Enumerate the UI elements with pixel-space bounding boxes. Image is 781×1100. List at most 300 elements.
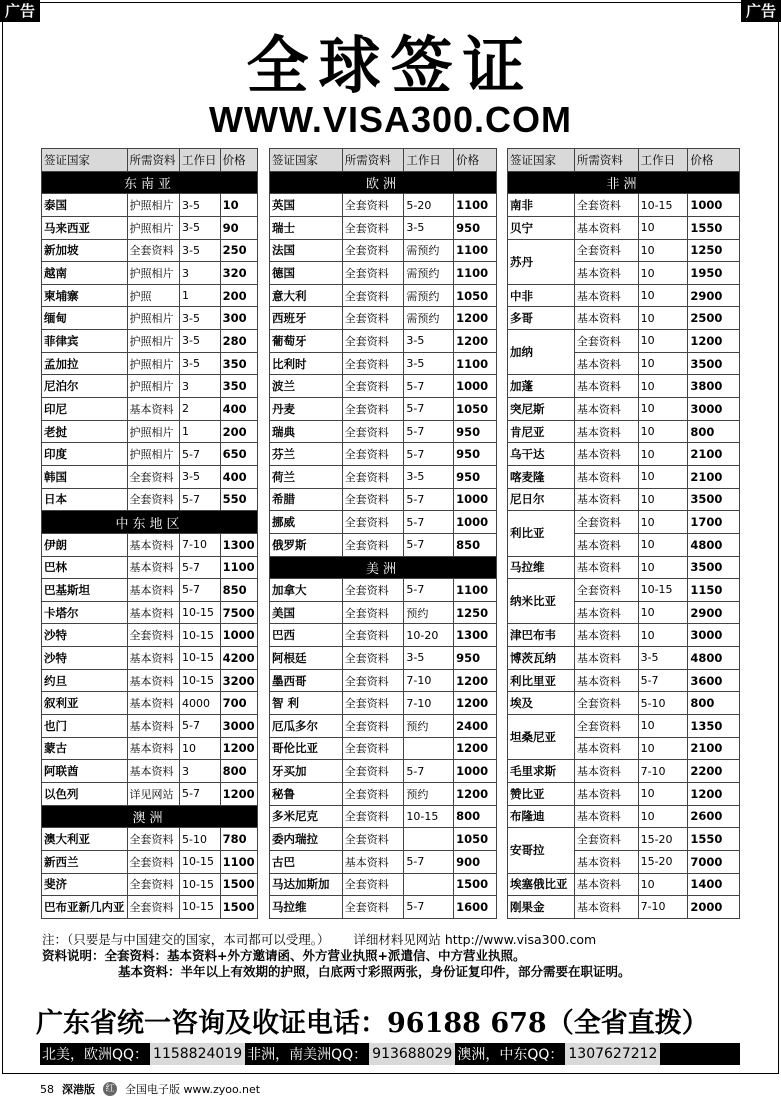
- region-title: 澳洲: [42, 805, 258, 828]
- workdays-cell: 3-5: [404, 330, 454, 353]
- materials-cell: 基本资料: [574, 873, 638, 896]
- materials-cell: 基本资料: [574, 624, 638, 647]
- country-cell: 俄罗斯: [270, 533, 343, 556]
- country-cell: 古巴: [270, 850, 343, 873]
- workdays-cell: 5-7: [180, 715, 221, 738]
- price-cell: 320: [220, 262, 257, 285]
- qq-bar: [40, 1043, 740, 1065]
- table-row: [508, 624, 740, 647]
- materials-cell: 全套资料: [342, 828, 404, 851]
- table-row: [270, 398, 497, 421]
- workdays-cell: 10-15: [638, 194, 688, 217]
- workdays-cell: 预约: [404, 715, 454, 738]
- price-cell: 950: [454, 420, 497, 443]
- workdays-cell: 10: [638, 737, 688, 760]
- qq-label-2: 非洲，南美洲QQ：: [247, 1047, 368, 1063]
- workdays-cell: 5-7: [404, 896, 454, 919]
- materials-cell: 基本资料: [574, 262, 638, 285]
- note-text: （只要是与中国建交的国家，本司都可以受理。）: [67, 932, 330, 947]
- price-cell: 3200: [220, 669, 257, 692]
- country-cell: 德国: [270, 262, 343, 285]
- region-header: [42, 171, 258, 194]
- table-row: [42, 579, 258, 602]
- column-header: 签证国家: [42, 149, 128, 172]
- country-cell: 孟加拉: [42, 352, 128, 375]
- materials-cell: 详见网站: [127, 782, 180, 805]
- workdays-cell: 1: [180, 420, 221, 443]
- materials-cell: 全套资料: [342, 398, 404, 421]
- workdays-cell: 需预约: [404, 284, 454, 307]
- materials-cell: 护照相片: [127, 352, 180, 375]
- price-cell: 850: [454, 533, 497, 556]
- table-header-row: [508, 149, 740, 172]
- price-cell: 1500: [220, 896, 257, 919]
- materials-cell: 基本资料: [574, 488, 638, 511]
- workdays-cell: 5-7: [404, 850, 454, 873]
- materials-cell: 护照相片: [127, 262, 180, 285]
- workdays-cell: 3-5: [638, 647, 688, 670]
- workdays-cell: 3-5: [404, 216, 454, 239]
- workdays-cell: 7-10: [404, 669, 454, 692]
- price-cell: 800: [688, 692, 740, 715]
- region-title: 美洲: [270, 556, 497, 579]
- materials-cell: 全套资料: [127, 850, 180, 873]
- site-url[interactable]: WWW.VISA300.COM: [208, 99, 573, 140]
- footer: [40, 1081, 260, 1097]
- materials-cell: 全套资料: [342, 488, 404, 511]
- workdays-cell: 5-7: [180, 556, 221, 579]
- country-cell: 尼泊尔: [42, 375, 128, 398]
- country-cell: 泰国: [42, 194, 128, 217]
- price-cell: 1050: [454, 398, 497, 421]
- workdays-cell: 5-7: [638, 669, 688, 692]
- visa-table-asia: [41, 148, 258, 919]
- country-cell: 波兰: [270, 375, 343, 398]
- materials-cell: 基本资料: [127, 533, 180, 556]
- price-cell: 1600: [454, 896, 497, 919]
- workdays-cell: 10: [638, 556, 688, 579]
- country-cell: 柬埔寨: [42, 284, 128, 307]
- column-header: 所需资料: [127, 149, 180, 172]
- country-cell: 利比亚: [508, 511, 575, 556]
- materials-cell: 全套资料: [342, 262, 404, 285]
- materials-cell: 基本资料: [574, 737, 638, 760]
- price-cell: 350: [220, 352, 257, 375]
- info-label: 资料说明：: [42, 948, 105, 963]
- price-cell: 1200: [454, 307, 497, 330]
- note-label: 注：: [42, 932, 68, 947]
- materials-cell: 基本资料: [574, 420, 638, 443]
- materials-cell: 全套资料: [342, 805, 404, 828]
- table-row: [270, 692, 497, 715]
- table-row: [508, 692, 740, 715]
- table-row: [508, 239, 740, 262]
- country-cell: 博茨瓦纳: [508, 647, 575, 670]
- price-cell: 1000: [454, 760, 497, 783]
- price-cell: 2100: [688, 465, 740, 488]
- table-row: [508, 579, 740, 602]
- table-row: [42, 420, 258, 443]
- workdays-cell: 10: [638, 443, 688, 466]
- table-row: [508, 375, 740, 398]
- materials-cell: 全套资料: [574, 579, 638, 602]
- workdays-cell: 3-5: [180, 239, 221, 262]
- materials-cell: 基本资料: [127, 579, 180, 602]
- country-cell: 越南: [42, 262, 128, 285]
- table-row: [270, 465, 497, 488]
- price-cell: 2500: [688, 307, 740, 330]
- qq-number-2[interactable]: 913688029: [369, 1043, 455, 1065]
- table-row: [42, 262, 258, 285]
- table-row: [270, 533, 497, 556]
- table-row: [270, 601, 497, 624]
- country-cell: 喀麦隆: [508, 465, 575, 488]
- table-row: [42, 533, 258, 556]
- price-cell: 2600: [688, 805, 740, 828]
- workdays-cell: 3-5: [180, 216, 221, 239]
- materials-cell: 基本资料: [574, 375, 638, 398]
- country-cell: 荷兰: [270, 465, 343, 488]
- materials-cell: 基本资料: [574, 443, 638, 466]
- price-cell: 3800: [688, 375, 740, 398]
- table-row: [270, 760, 497, 783]
- country-cell: 沙特: [42, 624, 128, 647]
- country-cell: 津巴布韦: [508, 624, 575, 647]
- country-cell: 比利时: [270, 352, 343, 375]
- country-cell: 卡塔尔: [42, 601, 128, 624]
- table-header-row: [42, 149, 258, 172]
- country-cell: 也门: [42, 715, 128, 738]
- country-cell: 南非: [508, 194, 575, 217]
- column-header: 工作日: [638, 149, 688, 172]
- workdays-cell: 3-5: [180, 465, 221, 488]
- price-cell: 3000: [688, 624, 740, 647]
- hotline: 广东省统一咨询及收证电话：96188 678（全省直拨）: [36, 1008, 709, 1039]
- materials-cell: 全套资料: [342, 465, 404, 488]
- materials-cell: 全套资料: [342, 579, 404, 602]
- materials-cell: 基本资料: [127, 601, 180, 624]
- materials-cell: 基本资料: [574, 398, 638, 421]
- workdays-cell: 10: [638, 284, 688, 307]
- table-row: [508, 284, 740, 307]
- column-header: 所需资料: [574, 149, 638, 172]
- workdays-cell: 4000: [180, 692, 221, 715]
- table-row: [270, 782, 497, 805]
- materials-cell: 全套资料: [574, 511, 638, 534]
- table-row: [508, 896, 740, 919]
- price-cell: 800: [454, 805, 497, 828]
- materials-cell: 全套资料: [342, 896, 404, 919]
- column-header: 工作日: [180, 149, 221, 172]
- ad-label-left: 广告: [0, 0, 40, 22]
- materials-cell: 全套资料: [342, 216, 404, 239]
- materials-cell: 全套资料: [574, 828, 638, 851]
- price-cell: 7000: [688, 850, 740, 873]
- workdays-cell: 5-7: [404, 760, 454, 783]
- price-cell: 1200: [454, 737, 497, 760]
- price-cell: 3500: [688, 352, 740, 375]
- table-row: [270, 896, 497, 919]
- region-title: 东南亚: [42, 171, 258, 194]
- price-cell: 1200: [454, 782, 497, 805]
- basic-set-text: 基本资料：半年以上有效期的护照，白底两寸彩照两张，身份证复印件，部分需要在职证明。: [118, 964, 631, 979]
- country-cell: 突尼斯: [508, 398, 575, 421]
- qq-number-3[interactable]: 1307627212: [565, 1043, 660, 1065]
- table-row: [508, 443, 740, 466]
- price-cell: 800: [688, 420, 740, 443]
- price-cell: 1100: [454, 579, 497, 602]
- country-cell: 多米尼克: [270, 805, 343, 828]
- workdays-cell: 5-7: [404, 443, 454, 466]
- table-row: [508, 511, 740, 534]
- country-cell: 中非: [508, 284, 575, 307]
- materials-cell: 全套资料: [574, 715, 638, 738]
- table-row: [508, 216, 740, 239]
- country-cell: 利比里亚: [508, 669, 575, 692]
- materials-cell: 护照相片: [127, 216, 180, 239]
- workdays-cell: 预约: [404, 601, 454, 624]
- qq-label-3: 澳洲，中东QQ：: [457, 1047, 564, 1063]
- materials-cell: 全套资料: [342, 239, 404, 262]
- materials-cell: 基本资料: [127, 669, 180, 692]
- table-row: [42, 896, 258, 919]
- materials-cell: 基本资料: [127, 737, 180, 760]
- country-cell: 叙利亚: [42, 692, 128, 715]
- price-cell: 1050: [454, 828, 497, 851]
- materials-cell: 全套资料: [342, 669, 404, 692]
- materials-cell: 基本资料: [574, 465, 638, 488]
- materials-cell: 护照相片: [127, 375, 180, 398]
- materials-cell: 基本资料: [127, 647, 180, 670]
- materials-cell: 基本资料: [574, 850, 638, 873]
- workdays-cell: 需预约: [404, 307, 454, 330]
- workdays-cell: 7-10: [180, 533, 221, 556]
- workdays-cell: 10: [638, 239, 688, 262]
- price-cell: 3000: [688, 398, 740, 421]
- materials-cell: 全套资料: [127, 896, 180, 919]
- country-cell: 印度: [42, 443, 128, 466]
- table-row: [42, 330, 258, 353]
- workdays-cell: 10: [638, 805, 688, 828]
- table-row: [270, 737, 497, 760]
- table-row: [270, 330, 497, 353]
- country-cell: 缅甸: [42, 307, 128, 330]
- column-header: 签证国家: [508, 149, 575, 172]
- table-row: [42, 601, 258, 624]
- table-row: [508, 307, 740, 330]
- workdays-cell: 5-10: [638, 692, 688, 715]
- country-cell: 埃及: [508, 692, 575, 715]
- workdays-cell: 15-20: [638, 828, 688, 851]
- edition-label: 深港版: [62, 1083, 95, 1096]
- country-cell: 希腊: [270, 488, 343, 511]
- price-cell: 1200: [220, 737, 257, 760]
- workdays-cell: 10-15: [180, 601, 221, 624]
- full-set-text: 全套资料：基本资料+外方邀请函、外方营业执照+派遣信、中方营业执照。: [104, 948, 526, 963]
- workdays-cell: 3-5: [180, 352, 221, 375]
- country-cell: 芬兰: [270, 443, 343, 466]
- price-cell: 2100: [688, 443, 740, 466]
- workdays-cell: 需预约: [404, 239, 454, 262]
- materials-cell: 全套资料: [342, 692, 404, 715]
- workdays-cell: 5-7: [404, 398, 454, 421]
- price-cell: 2100: [688, 737, 740, 760]
- country-cell: 墨西哥: [270, 669, 343, 692]
- table-row: [270, 307, 497, 330]
- table-row: [42, 692, 258, 715]
- country-cell: 马来西亚: [42, 216, 128, 239]
- badge-icon: 红: [103, 1082, 117, 1096]
- table-row: [42, 556, 258, 579]
- materials-cell: 全套资料: [342, 352, 404, 375]
- price-cell: 1150: [688, 579, 740, 602]
- materials-cell: 基本资料: [574, 284, 638, 307]
- price-cell: 1350: [688, 715, 740, 738]
- price-cell: 1950: [688, 262, 740, 285]
- price-cell: 1000: [220, 624, 257, 647]
- table-row: [42, 715, 258, 738]
- table-row: [270, 805, 497, 828]
- country-cell: 巴林: [42, 556, 128, 579]
- workdays-cell: 5-7: [404, 375, 454, 398]
- price-cell: 300: [220, 307, 257, 330]
- column-header: 价格: [688, 149, 740, 172]
- workdays-cell: 10: [638, 398, 688, 421]
- materials-cell: 全套资料: [574, 194, 638, 217]
- qq-number-1[interactable]: 1158824019: [150, 1043, 245, 1065]
- materials-cell: 基本资料: [127, 398, 180, 421]
- table-row: [270, 352, 497, 375]
- price-cell: 7500: [220, 601, 257, 624]
- workdays-cell: 预约: [404, 782, 454, 805]
- materials-cell: 全套资料: [342, 715, 404, 738]
- country-cell: 肯尼亚: [508, 420, 575, 443]
- price-cell: 200: [220, 284, 257, 307]
- table-row: [508, 669, 740, 692]
- table-row: [42, 307, 258, 330]
- workdays-cell: 3-5: [180, 330, 221, 353]
- price-cell: 400: [220, 465, 257, 488]
- price-cell: 950: [454, 465, 497, 488]
- table-row: [270, 262, 497, 285]
- workdays-cell: 10-20: [404, 624, 454, 647]
- price-cell: 1300: [220, 533, 257, 556]
- price-cell: 1200: [454, 330, 497, 353]
- price-cell: 3500: [688, 488, 740, 511]
- materials-cell: 基本资料: [574, 805, 638, 828]
- price-cell: 1000: [688, 194, 740, 217]
- workdays-cell: 5-7: [404, 533, 454, 556]
- workdays-cell: 10: [638, 511, 688, 534]
- country-cell: 韩国: [42, 465, 128, 488]
- price-cell: 4800: [688, 647, 740, 670]
- country-cell: 约旦: [42, 669, 128, 692]
- country-cell: 葡萄牙: [270, 330, 343, 353]
- table-row: [42, 216, 258, 239]
- workdays-cell: 3-5: [180, 194, 221, 217]
- materials-cell: 全套资料: [127, 239, 180, 262]
- table-row: [270, 647, 497, 670]
- workdays-cell: 10-15: [180, 896, 221, 919]
- table-row: [508, 330, 740, 353]
- table-row: [270, 216, 497, 239]
- workdays-cell: 10: [638, 465, 688, 488]
- table-row: [270, 284, 497, 307]
- table-row: [42, 284, 258, 307]
- table-row: [508, 760, 740, 783]
- workdays-cell: 3: [180, 375, 221, 398]
- table-row: [42, 443, 258, 466]
- materials-cell: 全套资料: [127, 873, 180, 896]
- workdays-cell: 3-5: [180, 307, 221, 330]
- workdays-cell: 10-15: [638, 579, 688, 602]
- country-cell: 委内瑞拉: [270, 828, 343, 851]
- materials-cell: 基本资料: [127, 760, 180, 783]
- table-row: [508, 647, 740, 670]
- workdays-cell: [404, 828, 454, 851]
- price-cell: 90: [220, 216, 257, 239]
- price-cell: 1550: [688, 828, 740, 851]
- price-cell: 1250: [454, 601, 497, 624]
- country-cell: 布隆迪: [508, 805, 575, 828]
- workdays-cell: 10: [638, 375, 688, 398]
- workdays-cell: 10: [180, 737, 221, 760]
- detail-text[interactable]: 详细材料见网站 http://www.visa300.com: [353, 932, 597, 947]
- workdays-cell: 10-15: [180, 873, 221, 896]
- table-row: [42, 647, 258, 670]
- materials-cell: 基本资料: [574, 601, 638, 624]
- region-title: 中东地区: [42, 511, 258, 534]
- country-cell: 新西兰: [42, 850, 128, 873]
- country-cell: 斐济: [42, 873, 128, 896]
- country-cell: 赞比亚: [508, 782, 575, 805]
- notes: [42, 932, 762, 980]
- table-row: [270, 194, 497, 217]
- table-header-row: [270, 149, 497, 172]
- price-cell: 2900: [688, 284, 740, 307]
- workdays-cell: 2: [180, 398, 221, 421]
- price-cell: 800: [220, 760, 257, 783]
- materials-cell: 基本资料: [127, 692, 180, 715]
- region-header: [42, 511, 258, 534]
- table-row: [42, 488, 258, 511]
- table-row: [42, 624, 258, 647]
- workdays-cell: 5-7: [404, 488, 454, 511]
- materials-cell: 基本资料: [574, 669, 638, 692]
- country-cell: 加蓬: [508, 375, 575, 398]
- workdays-cell: 3-5: [404, 465, 454, 488]
- materials-cell: 基本资料: [127, 715, 180, 738]
- price-cell: 1400: [688, 873, 740, 896]
- region-title: 非洲: [508, 171, 740, 194]
- price-cell: 1200: [220, 782, 257, 805]
- table-row: [508, 420, 740, 443]
- price-cell: 550: [220, 488, 257, 511]
- workdays-cell: 1: [180, 284, 221, 307]
- materials-cell: 全套资料: [342, 737, 404, 760]
- visa-table-europe-america: [269, 148, 497, 919]
- country-cell: 瑞士: [270, 216, 343, 239]
- country-cell: 意大利: [270, 284, 343, 307]
- price-cell: 400: [220, 398, 257, 421]
- table-row: [42, 465, 258, 488]
- materials-cell: 基本资料: [574, 647, 638, 670]
- column-header: 价格: [220, 149, 257, 172]
- footer-site[interactable]: 全国电子版 www.zyoo.net: [125, 1083, 261, 1096]
- price-cell: 1550: [688, 216, 740, 239]
- region-header: [270, 171, 497, 194]
- table-row: [42, 828, 258, 851]
